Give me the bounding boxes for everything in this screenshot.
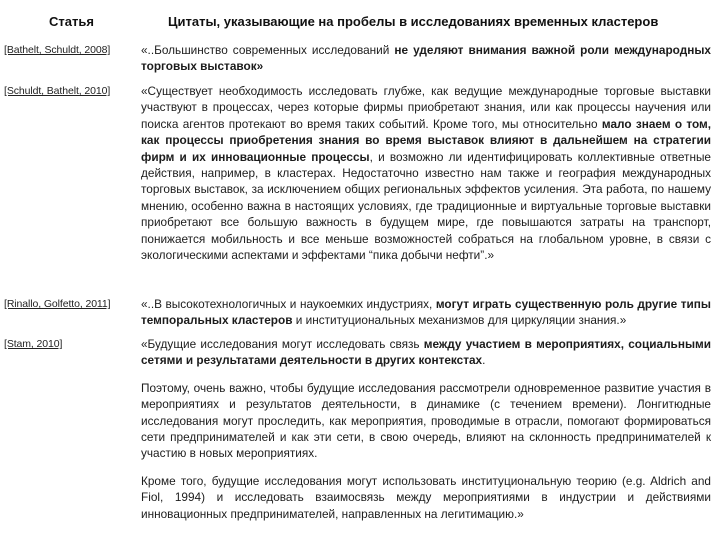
quote-text: . bbox=[482, 353, 486, 368]
reference-link[interactable]: [Stam, 2010] bbox=[4, 338, 63, 350]
quote-paragraph bbox=[141, 42, 711, 75]
quote-paragraph: Поэтому, очень важно, чтобы будущие исследования рассмотрели одновременное развитие участия в мероприятиях и результатов деятельности, в динамике (с течением времени). Лонгитюдные исследования могут проследить, как мероприятия, проводимые в отрасли, помогают формироваться сети предпринимателей и как эти сети, в свою очередь, влияют на склонность предпринимателей к участию в новых мероприятиях. bbox=[141, 380, 711, 461]
quote-paragraph bbox=[141, 296, 711, 329]
quote-paragraph: Кроме того, будущие исследования могут использовать институциональную теорию (e.g. Aldrich and Fiol, 1994) и исследовать взаимосвязь между мероприятиями в индустрии и действиями инновационных предпринимателей, направленных на легитимацию.» bbox=[141, 473, 711, 521]
quote-text: и институциональных механизмов для циркуляции знания.» bbox=[292, 313, 627, 328]
reference-link[interactable]: [Schuldt, Bathelt, 2010] bbox=[4, 85, 111, 97]
column-header-article: Статья bbox=[49, 14, 94, 29]
quote-text: «..Большинство современных исследований bbox=[141, 43, 395, 57]
reference-link[interactable]: [Rinallo, Golfetto, 2011] bbox=[4, 298, 111, 310]
quote-text: , и возможно ли идентифицировать коллективные ответные действия, например, в кластерах. Недостаточно известно нам также и география международных торговых выставок, за исключением общих региональных эффектов усиления. Эта работа, по нашему мнению, особенно важна в настоящих условиях, где традиционные и виртуальные торговые выставки приобретают все большую важность в будущем мире, где повышаются затраты на транспорт, понижается мобильность и все меньше возможностей собраться на глобальном уровне, в связи с экологическими аспектами и эффектами “пика добычи нефти”.» bbox=[141, 149, 711, 263]
quote-cell bbox=[141, 42, 711, 75]
quote-text: «..В высокотехнологичных и наукоемких индустриях, bbox=[141, 297, 436, 311]
reference-link[interactable]: [Bathelt, Schuldt, 2008] bbox=[4, 44, 111, 56]
quote-cell bbox=[141, 336, 711, 522]
quote-emphasis: могут играть существенную роль другие типы темпоральных кластеров bbox=[141, 297, 711, 328]
quote-paragraph bbox=[141, 83, 711, 263]
quote-paragraph bbox=[141, 336, 711, 369]
quote-cell bbox=[141, 296, 711, 329]
quote-text: «Будущие исследования могут исследовать связь bbox=[141, 337, 424, 351]
column-header-quotes: Цитаты, указывающие на пробелы в исследованиях временных кластеров bbox=[168, 14, 659, 29]
quote-emphasis: между участием в мероприятиях, социальными сетями и результатами деятельности в других контекстах bbox=[141, 337, 711, 368]
quote-text: «Существует необходимость исследовать глубже, как ведущие международные торговые выставки участвуют в процессах, через которые фирмы приобретают знания, или как процессы научения или поиска агентов протекают во время таких событий. Кроме того, мы относительно bbox=[141, 84, 711, 131]
quote-cell bbox=[141, 83, 711, 263]
quote-emphasis: мало знаем о том, как процессы приобретения знания во время выставок влияют в дальнейшем на стратегии фирм и их инновационные процессы bbox=[141, 116, 711, 164]
quote-emphasis: не уделяют внимания важной роли международных торговых выставок» bbox=[141, 43, 711, 74]
